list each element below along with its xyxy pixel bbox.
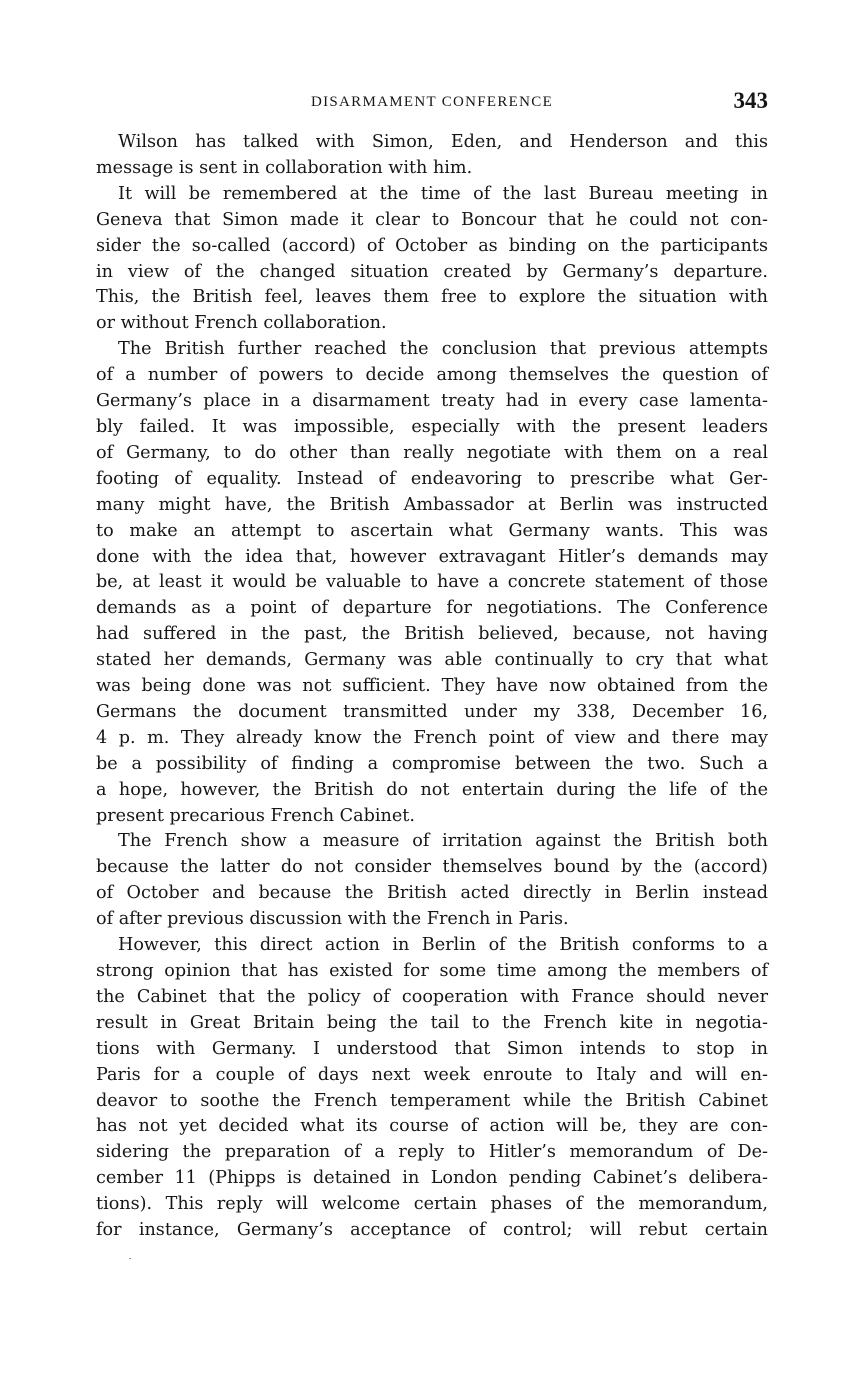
text-line: because the latter do not consider themselves bound by the (accord)	[96, 857, 768, 878]
text-line: stated her demands, Germany was able continually to cry that what	[96, 650, 768, 671]
text-line: of a number of powers to decide among themselves the question of	[96, 365, 768, 386]
text-line: be, at least it would be valuable to have a concrete statement of those	[96, 572, 768, 593]
paragraph	[96, 933, 768, 1244]
text-line: bly failed. It was impossible, especially with the present leaders	[96, 416, 768, 437]
text-line: has not yet decided what its course of action will be, they are con-	[96, 1116, 768, 1137]
text-line: of Germany, to do other than really negotiate with them on a real	[96, 442, 768, 463]
text-line: sider the so-called (accord) of October as binding on the participants	[96, 235, 768, 256]
text-line: tions with Germany. I understood that Simon intends to stop in	[96, 1038, 768, 1059]
text-line: of after previous discussion with the French in Paris.	[96, 909, 569, 930]
text-line: was being done was not sufficient. They have now obtained from the	[96, 676, 768, 697]
text-line: It will be remembered at the time of the last Bureau meeting in	[118, 183, 768, 204]
text-line: for instance, Germany’s acceptance of control; will rebut certain	[96, 1220, 768, 1241]
text-line: done with the idea that, however extravagant Hitler’s demands may	[96, 546, 768, 567]
text-line: present precarious French Cabinet.	[96, 805, 415, 826]
text-line: Germans the document transmitted under my 338, December 16,	[96, 701, 768, 722]
text-line: tions). This reply will welcome certain phases of the memorandum,	[96, 1194, 768, 1215]
running-head	[96, 88, 768, 114]
text-line: a hope, however, the British do not entertain during the life of the	[96, 779, 768, 800]
text-line: many might have, the British Ambassador at Berlin was instructed	[96, 494, 768, 515]
text-line: However, this direct action in Berlin of the British conforms to a	[118, 935, 768, 956]
paragraph	[96, 337, 768, 829]
paragraph	[96, 182, 768, 337]
text-line: Geneva that Simon made it clear to Boncour that he could not con-	[96, 209, 768, 230]
text-line: be a possibility of finding a compromise between the two. Such a	[96, 753, 768, 774]
running-title: DISARMAMENT CONFERENCE	[310, 94, 554, 110]
text-line: or without French collaboration.	[96, 313, 387, 334]
text-line: in view of the changed situation created by Germany’s departure.	[96, 261, 768, 282]
text-line: sidering the preparation of a reply to Hitler’s memorandum of De-	[96, 1142, 768, 1163]
text-line: the Cabinet that the policy of cooperation with France should never	[96, 986, 768, 1007]
text-line: The French show a measure of irritation against the British both	[118, 831, 768, 852]
text-line: Germany’s place in a disarmament treaty had in every case lamenta-	[96, 391, 768, 412]
text-line: This, the British feel, leaves them free to explore the situation with	[96, 287, 768, 308]
text-line: result in Great Britain being the tail to the French kite in negotia-	[96, 1012, 768, 1033]
paragraph	[96, 130, 768, 182]
scan-speck	[129, 1258, 131, 1259]
text-line: 4 p. m. They already know the French point of view and there may	[96, 727, 768, 748]
text-line: Paris for a couple of days next week enroute to Italy and will en-	[96, 1064, 768, 1085]
text-line: had suffered in the past, the British believed, because, not having	[96, 624, 768, 645]
page-number: 343	[733, 88, 768, 113]
text-line: strong opinion that has existed for some time among the members of	[96, 961, 768, 981]
text-line: deavor to soothe the French temperament while the British Cabinet	[96, 1090, 768, 1111]
text-line: footing of equality. Instead of endeavoring to prescribe what Ger-	[96, 468, 768, 489]
body-text	[96, 130, 768, 1244]
text-line: message is sent in collaboration with him.	[96, 157, 473, 178]
text-line: The British further reached the conclusion that previous attempts	[118, 339, 768, 360]
text-line: cember 11 (Phipps is detained in London pending Cabinet’s delibera-	[96, 1168, 768, 1189]
text-line: to make an attempt to ascertain what Germany wants. This was	[96, 520, 768, 541]
text-line: of October and because the British acted directly in Berlin instead	[96, 883, 768, 904]
paragraph	[96, 829, 768, 933]
text-line: demands as a point of departure for negotiations. The Conference	[96, 598, 768, 619]
text-line: Wilson has talked with Simon, Eden, and Henderson and this	[118, 132, 768, 152]
